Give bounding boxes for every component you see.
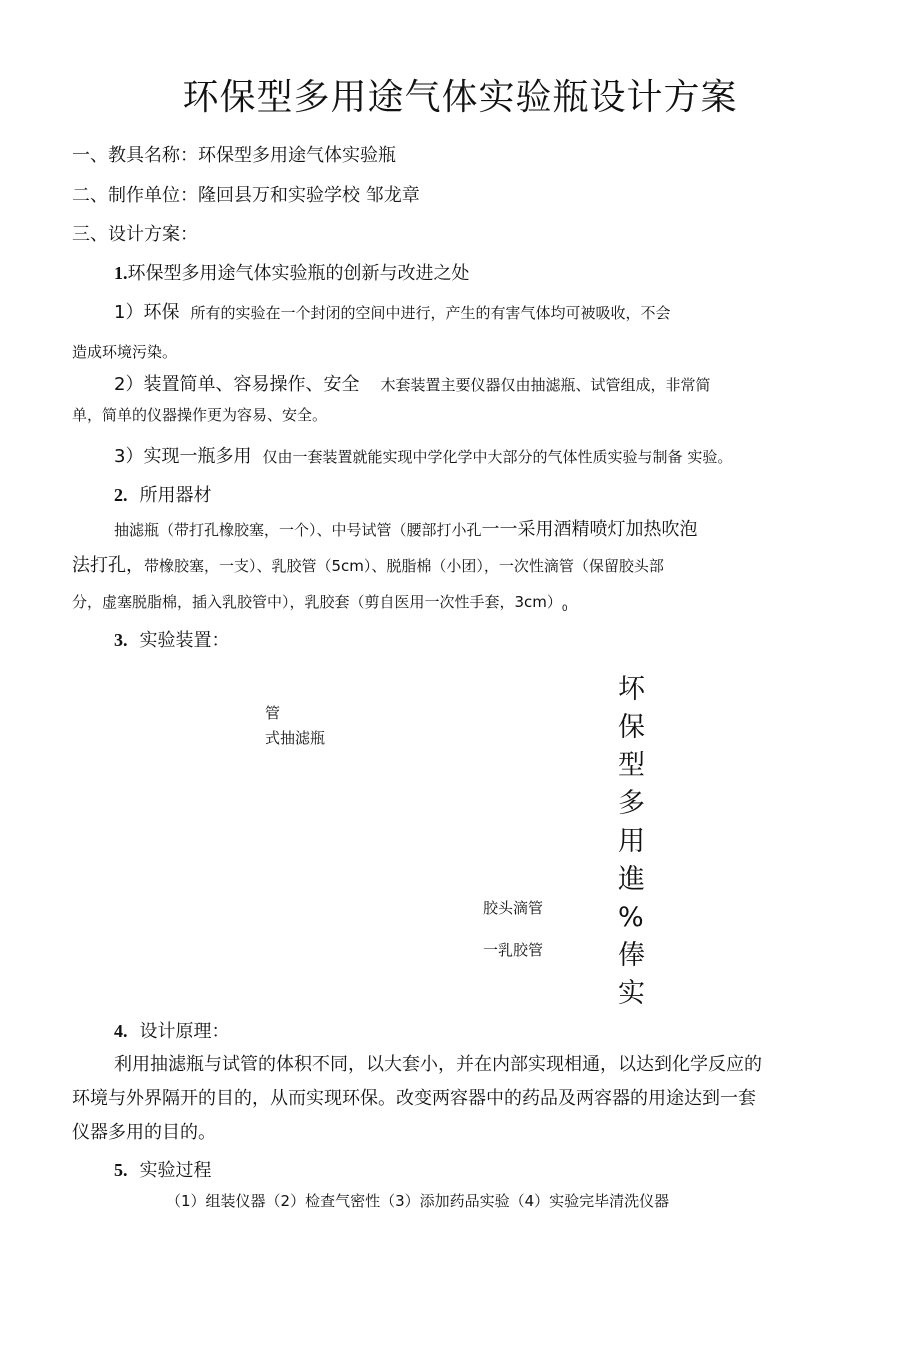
principle-line-1: 利用抽滤瓶与试管的体积不同，以大套小，并在内部实现相通，以达到化学反应的 — [114, 1054, 762, 1075]
principle-line-2: 环境与外界隔开的目的，从而实现环保。改变两容器中的药品及两容器的用途达到一套 — [72, 1088, 756, 1109]
part-5-title: 实验过程 — [139, 1160, 212, 1181]
materials-line-1 — [114, 521, 698, 539]
part-4-number: 4. — [114, 1021, 128, 1041]
vertical-char-2: 保 — [618, 712, 645, 743]
label-hose: 一乳胶管 — [483, 941, 544, 959]
materials-line-2b: 带橡胶塞，一支）、乳胶管（5cm）、脱脂棉（小团），一次性滴管（保留胶头部 — [144, 557, 664, 575]
part-3-title: 实验装置： — [139, 630, 230, 651]
vertical-char-7: % — [618, 902, 644, 933]
item-3-lead: 3）实现一瓶多用 — [114, 446, 252, 467]
materials-line-1a: 抽滤瓶（带打孔橡胶塞，一个）、中号试管（腰部打小孔 — [114, 521, 482, 539]
vertical-char-5: 用 — [618, 826, 645, 857]
materials-line-3-text: 分，虚塞脱脂棉，插入乳胶管中），乳胶套（剪自医用一次性手套，3cm） — [72, 593, 562, 611]
part-4-heading — [114, 1022, 230, 1041]
vertical-char-6: 進 — [618, 864, 645, 895]
label-dropper: 胶头滴管 — [483, 899, 544, 917]
part-2-title: 所用器材 — [139, 485, 212, 506]
part-5-heading — [114, 1161, 212, 1180]
item-3-text: 仅由一套装置就能实现中学化学中大部分的气体性质实验与制备 实验。 — [262, 448, 733, 466]
part-3-number: 3. — [114, 630, 128, 650]
part-5-number: 5. — [114, 1160, 128, 1180]
item-1-text: 所有的实验在一个封闭的空间中进行，产生的有害气体均可被吸收，不会 — [190, 304, 671, 322]
process-steps: （1）组装仪器（2）检查气密性（3）添加药品实验（4）实验完毕清洗仪器 — [166, 1192, 670, 1210]
item-2-lead: 2）装置简单、容易操作、安全 — [114, 374, 360, 395]
item-3 — [114, 448, 732, 466]
part-1-heading — [114, 264, 470, 283]
materials-line-1b: 一一采用酒精喷灯加热吹泡 — [481, 519, 698, 540]
item-1-continuation: 造成环境污染。 — [72, 343, 178, 361]
principle-line-3: 仪器多用的目的。 — [72, 1122, 216, 1143]
materials-line-2 — [72, 557, 664, 575]
part-1-title: 环保型多用途气体实验瓶的创新与改进之处 — [127, 263, 470, 284]
materials-line-3 — [72, 595, 568, 614]
vertical-char-9: 实 — [618, 978, 645, 1009]
item-1-lead: 1）环保 — [114, 302, 180, 323]
vertical-char-1: 坏 — [618, 674, 645, 705]
materials-line-2a: 法打孔， — [72, 555, 144, 576]
part-3-heading — [114, 631, 230, 650]
vertical-char-4: 多 — [618, 788, 645, 819]
label-flask: 式抽滤瓶 — [265, 729, 326, 747]
materials-line-3-subscript: 0 — [561, 604, 568, 614]
item-2 — [114, 376, 711, 394]
label-tube: 管 — [265, 704, 281, 722]
part-2-number: 2. — [114, 485, 128, 505]
section-2-line: 二、制作单位：隆回县万和实验学校 邹龙章 — [72, 185, 420, 206]
item-2-text: 木套装置主要仪器仅由抽滤瓶、试管组成，非常简 — [380, 376, 711, 394]
page-title: 环保型多用途气体实验瓶设计方案 — [182, 77, 738, 118]
section-3-line: 三、设计方案： — [72, 224, 198, 245]
part-2-heading — [114, 486, 212, 505]
part-4-title: 设计原理： — [139, 1021, 230, 1042]
item-1 — [114, 304, 671, 322]
section-1-line: 一、教具名称：环保型多用途气体实验瓶 — [72, 145, 396, 166]
part-1-number: 1. — [114, 263, 128, 283]
vertical-char-8: 俸 — [618, 940, 645, 971]
item-2-continuation: 单，简单的仪器操作更为容易、安全。 — [72, 406, 328, 424]
vertical-char-3: 型 — [618, 750, 645, 781]
